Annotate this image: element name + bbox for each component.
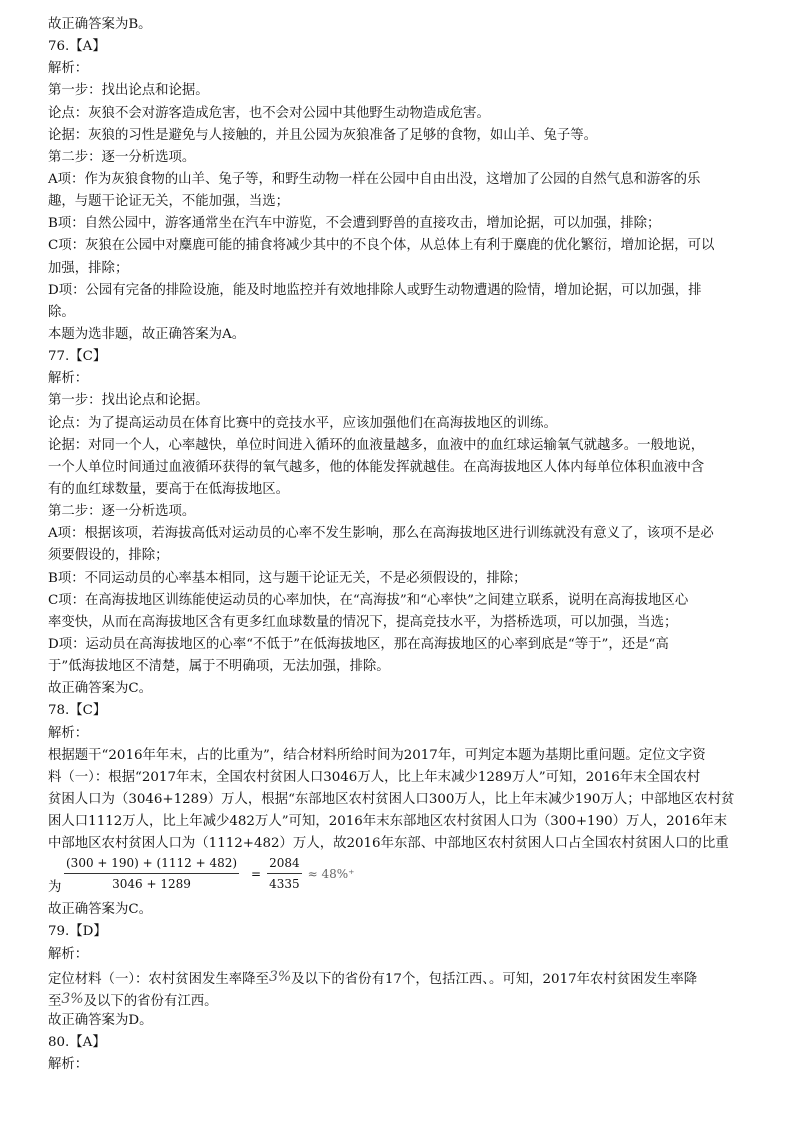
text-line: 77.【C】 — [48, 349, 107, 365]
text-line: 根据题干“2016年年末，占的比重为”，结合材料所给时间为2017年，可判定本题为基期比重问题。定位文字资 — [48, 747, 706, 763]
text-line: 故正确答案为D。 — [48, 1013, 153, 1029]
fraction-2-numerator: 2084 — [267, 855, 302, 874]
text-line: D项：公园有完备的排险设施，能及时地监控并有效地排除人或野生动物遭遇的险情，增加论据，可以加强，排 — [48, 282, 702, 298]
text-line: 一个人单位时间通过血液循环获得的氧气越多，他的体能发挥就越佳。在高海拔地区人体内每单位体积血液中含 — [48, 459, 705, 475]
ratio-formula — [64, 855, 355, 892]
text-block-3 — [48, 1010, 760, 1076]
text-line: 加强，排除； — [48, 260, 129, 276]
fraction-1 — [64, 855, 239, 892]
text-line: 第二步：逐一分析选项。 — [48, 504, 196, 520]
text-line: 第二步：逐一分析选项。 — [48, 149, 196, 165]
q79-text-a: 定位材料（一）：农村贫困发生率降至 — [48, 971, 269, 987]
text-line: C项：灰狼在公园中对麋鹿可能的捕食将减少其中的不良个体，从总体上有利于麋鹿的优化繁衍，增加论据，可以 — [48, 238, 715, 254]
q79-text-c: 至 — [48, 993, 62, 1009]
text-line: B项：不同运动员的心率基本相同，这与题干论证无关，不是必须假设的，排除； — [48, 570, 527, 586]
text-line: 解析： — [48, 1057, 89, 1073]
text-line: 解析： — [48, 61, 89, 77]
text-line: 第一步：找出论点和论据。 — [48, 83, 209, 99]
text-line: A项：作为灰狼食物的山羊、兔子等，和野生动物一样在公园中自由出没，这增加了公园的自然气息和游客的乐 — [48, 171, 701, 187]
q79-line-2 — [48, 988, 760, 1010]
text-line: 论点：为了提高运动员在体育比赛中的竞技水平，应该加强他们在高海拔地区的训练。 — [48, 415, 557, 431]
approx-result: ≈ 48%⁺ — [307, 866, 355, 881]
text-line: 解析： — [48, 725, 89, 741]
text-line: 故正确答案为C。 — [48, 902, 152, 918]
text-line: 料（一）：根据“2017年末，全国农村贫困人口3046万人，比上年末减少1289万人”可知，2016年末全国农村 — [48, 769, 701, 785]
text-line: 中部地区农村贫困人口为（1112+482）万人，故2016年东部、中部地区农村贫困人口占全国农村贫困人口的比重 — [48, 836, 729, 852]
text-line: 于”低海拔地区不清楚，属于不明确项，无法加强，排除。 — [48, 659, 390, 675]
percent-value: 3% — [61, 990, 84, 1007]
percent-value: 3% — [268, 968, 292, 985]
text-line: 趣，与题干论证无关，不能加强，当选； — [48, 194, 290, 210]
text-line: 论点：灰狼不会对游客造成危害，也不会对公园中其他野生动物造成危害。 — [48, 105, 490, 121]
fraction-1-numerator: (300 + 190) + (1112 + 482) — [64, 855, 239, 874]
text-line: 第一步：找出论点和论据。 — [48, 393, 209, 409]
text-line: 有的血红球数量，要高于在低海拔地区。 — [48, 481, 290, 497]
fraction-2-denominator: 4335 — [269, 877, 300, 892]
text-line: 困人口1112万人，比上年减少482万人”可知，2016年末东部地区农村贫困人口为（300+190）万人，2016年末 — [48, 814, 728, 830]
text-line: 76.【A】 — [48, 39, 106, 55]
text-line: 论据：灰狼的习性是避免与人接触的，并且公园为灰狼准备了足够的食物，如山羊、兔子等。 — [48, 127, 598, 143]
text-line: 解析： — [48, 371, 89, 387]
text-line: 本题为选非题，故正确答案为A。 — [48, 326, 246, 342]
text-line: 解析： — [48, 946, 89, 962]
formula-line — [48, 855, 760, 899]
text-block-2 — [48, 899, 760, 965]
q79-text-b: 及以下的省份有17个，包括江西、。可知，2017年农村贫困发生率降 — [291, 971, 698, 987]
answer-explanation-page — [48, 14, 760, 1076]
text-line: D项：运动员在高海拔地区的心率“不低于”在低海拔地区，那在高海拔地区的心率到底是“等于”，还是“高 — [48, 636, 669, 652]
q79-text-d: 及以下的省份有江西。 — [83, 993, 218, 1009]
text-line: 率变快，从而在高海拔地区含有更多红血球数量的情况下，提高竞技水平，为搭桥选项，可以加强，当选； — [48, 614, 678, 630]
text-line: 论据：对同一个人，心率越快，单位时间进入循环的血液量越多，血液中的血红球运输氧气就越多。一般地说， — [48, 437, 705, 453]
text-line: A项：根据该项，若海拔高低对运动员的心率不发生影响，那么在高海拔地区进行训练就没有意义了，该项不是必 — [48, 526, 714, 542]
fraction-1-denominator: 3046 + 1289 — [112, 877, 191, 892]
text-line: 须要假设的，排除； — [48, 548, 169, 564]
text-line: B项：自然公园中，游客通常坐在汽车中游览，不会遭到野兽的直接攻击，增加论据，可以加强，排除； — [48, 216, 661, 232]
text-line: 除。 — [48, 304, 75, 320]
formula-prefix: 为 — [48, 880, 62, 896]
text-line: 贫困人口为（3046+1289）万人，根据“东部地区农村贫困人口300万人，比上年末减少190万人；中部地区农村贫 — [48, 791, 735, 807]
text-line: C项：在高海拔地区训练能使运动员的心率加快，在“高海拔”和“心率快”之间建立联系，说明在高海拔地区心 — [48, 592, 689, 608]
text-line: 78.【C】 — [48, 703, 107, 719]
fraction-2 — [267, 855, 302, 892]
text-block-1 — [48, 14, 760, 855]
equals-sign: = — [251, 866, 262, 881]
text-line: 80.【A】 — [48, 1035, 106, 1051]
text-line: 故正确答案为C。 — [48, 681, 152, 697]
q79-line-1 — [48, 966, 760, 988]
text-line: 故正确答案为B。 — [48, 17, 152, 32]
text-line: 79.【D】 — [48, 924, 107, 940]
